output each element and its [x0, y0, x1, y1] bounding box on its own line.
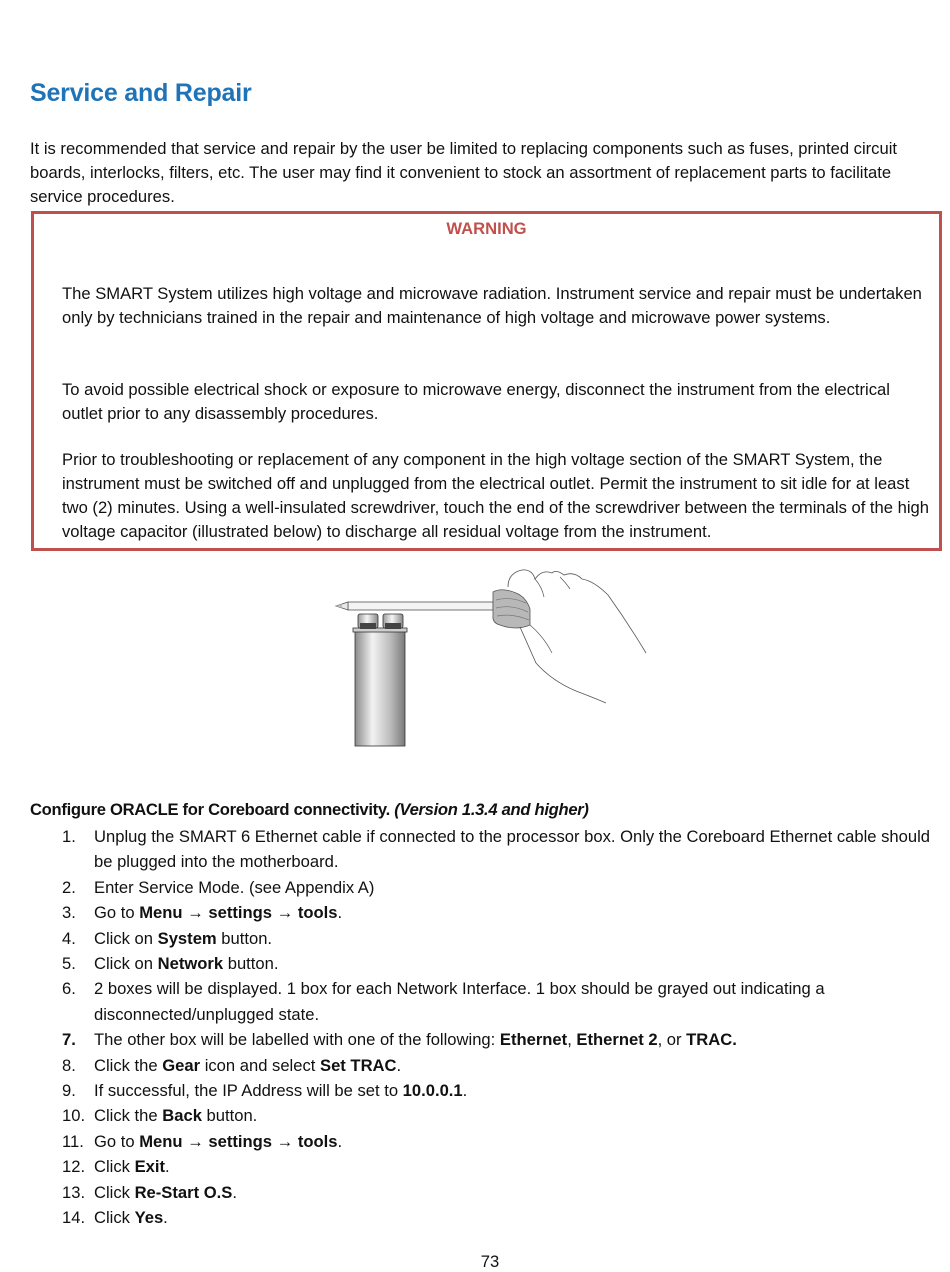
step-number: 5. — [62, 954, 76, 974]
back-term: Back — [162, 1106, 202, 1126]
procedure-heading — [30, 800, 589, 820]
step-text: , or — [657, 1030, 687, 1050]
step-number: 4. — [62, 928, 76, 948]
yes-term: Yes — [134, 1208, 164, 1228]
step-text: The other box will be labelled with one of the following: — [94, 1030, 500, 1050]
step-text: Click the — [94, 1055, 163, 1075]
gear-term: Gear — [162, 1055, 201, 1075]
warning-paragraph-radiation: The SMART System utilizes high voltage and microwave radiation. Instrument service and repair must be undertaken only by technicians trained in the repair and maintenance of high voltage and microwave power systems. — [62, 283, 922, 327]
list-item — [30, 951, 940, 976]
step-text: Click — [94, 1182, 135, 1202]
list-item — [30, 875, 940, 900]
step-number: 3. — [62, 903, 76, 923]
page-number: 73 — [480, 1252, 500, 1271]
step-text: Unplug the SMART 6 Ethernet cable if connected to the processor box. Only the Coreboard Ethernet cable should be plugged into the motherboard. — [94, 827, 931, 872]
network-term: Network — [157, 954, 224, 974]
step-number: 14. — [62, 1208, 86, 1228]
step-number: 10. — [62, 1106, 86, 1126]
step-text: Go to — [94, 1131, 140, 1151]
punctuation: . — [462, 1081, 468, 1101]
list-item — [30, 1180, 940, 1205]
step-text: If successful, the IP Address will be set to — [94, 1081, 403, 1101]
punctuation: . — [337, 1131, 343, 1151]
list-item — [30, 1027, 940, 1052]
list-item — [30, 926, 940, 951]
warning-title: WARNING — [446, 219, 527, 238]
step-text: Click — [94, 1157, 135, 1177]
step-text: Go to — [94, 903, 140, 923]
ethernet-2-term: Ethernet 2 — [576, 1030, 658, 1050]
step-number: 12. — [62, 1157, 86, 1177]
step-number: 2. — [62, 877, 76, 897]
procedure-heading-version: (Version 1.3.4 and higher) — [394, 800, 589, 819]
step-number: 6. — [62, 979, 76, 999]
step-number: 7. — [62, 1030, 76, 1050]
list-item — [30, 824, 940, 875]
punctuation: . — [163, 1208, 168, 1228]
ip-address: 10.0.0.1 — [402, 1081, 463, 1101]
arrow-icon: → — [182, 1131, 209, 1151]
step-text: Click — [94, 1208, 135, 1228]
step-number: 13. — [62, 1182, 86, 1202]
step-text: Enter Service Mode. (see Appendix A) — [94, 877, 375, 897]
list-item — [30, 1205, 940, 1230]
screwdriver-capacitor-illustration — [330, 565, 660, 755]
system-term: System — [157, 928, 217, 948]
punctuation: . — [337, 903, 343, 923]
step-text: , — [567, 1030, 577, 1050]
arrow-icon: → — [182, 903, 209, 923]
intro-paragraph: It is recommended that service and repair by the user be limited to replacing components such as fuses, printed circuit boards, interlocks, filters, etc. The user may find it convenient to stock an assortment of replacement parts to facilitate service procedures. — [30, 138, 897, 206]
punctuation: . — [232, 1182, 237, 1202]
step-text: Click on — [94, 928, 158, 948]
restart-os-term: Re-Start O.S — [134, 1182, 233, 1202]
settings-term: settings — [208, 1131, 272, 1151]
list-item — [30, 1103, 940, 1128]
list-item — [30, 1078, 940, 1103]
exit-term: Exit — [134, 1157, 165, 1177]
menu-term: Menu — [139, 1131, 183, 1151]
punctuation: . — [396, 1055, 402, 1075]
warning-paragraph-disconnect: To avoid possible electrical shock or exposure to microwave energy, disconnect the instrument from the electrical outlet prior to any disassembly procedures. — [62, 379, 890, 423]
punctuation: . — [165, 1157, 170, 1177]
page-title: Service and Repair — [30, 78, 252, 107]
step-number: 11. — [62, 1131, 84, 1151]
procedure-heading-text: Configure ORACLE for Coreboard connectivity. — [30, 800, 390, 819]
step-text: 2 boxes will be displayed. 1 box for each Network Interface. 1 box should be grayed out indicating a disconnected/unplugged state. — [94, 979, 825, 1024]
warning-box — [31, 211, 942, 551]
trac-term: TRAC. — [686, 1030, 737, 1050]
ethernet-term: Ethernet — [499, 1030, 568, 1050]
settings-term: settings — [208, 903, 272, 923]
capacitor-discharge-figure — [330, 565, 660, 755]
list-item — [30, 976, 940, 1027]
step-text: button. — [223, 954, 279, 974]
list-item — [30, 1053, 940, 1078]
tools-term: tools — [297, 1131, 338, 1151]
warning-paragraph-discharge: Prior to troubleshooting or replacement of any component in the high voltage section of the SMART System, the instrument must be switched off and unplugged from the electrical outlet. Permit the instrument to sit idle for at least two (2) minutes. Using a well-insulated screwdriver, touch the end of the screwdriver between the terminals of the high voltage capacitor (illustrated below) to discharge all residual voltage from the instrument. — [62, 449, 929, 541]
step-number: 9. — [62, 1081, 76, 1101]
step-text: Click the — [94, 1106, 163, 1126]
list-item — [30, 1129, 940, 1154]
list-item — [30, 900, 940, 925]
menu-term: Menu — [139, 903, 183, 923]
procedure-steps-list — [30, 824, 940, 1231]
arrow-icon: → — [271, 903, 298, 923]
step-text: Click on — [94, 954, 158, 974]
arrow-icon: → — [271, 1131, 298, 1151]
list-item — [30, 1154, 940, 1179]
step-text: button. — [216, 928, 273, 948]
step-number: 8. — [62, 1055, 76, 1075]
tools-term: tools — [297, 903, 338, 923]
step-number: 1. — [62, 827, 76, 846]
step-text: icon and select — [200, 1055, 320, 1075]
step-text: button. — [201, 1106, 258, 1126]
set-trac-term: Set TRAC — [320, 1055, 397, 1075]
